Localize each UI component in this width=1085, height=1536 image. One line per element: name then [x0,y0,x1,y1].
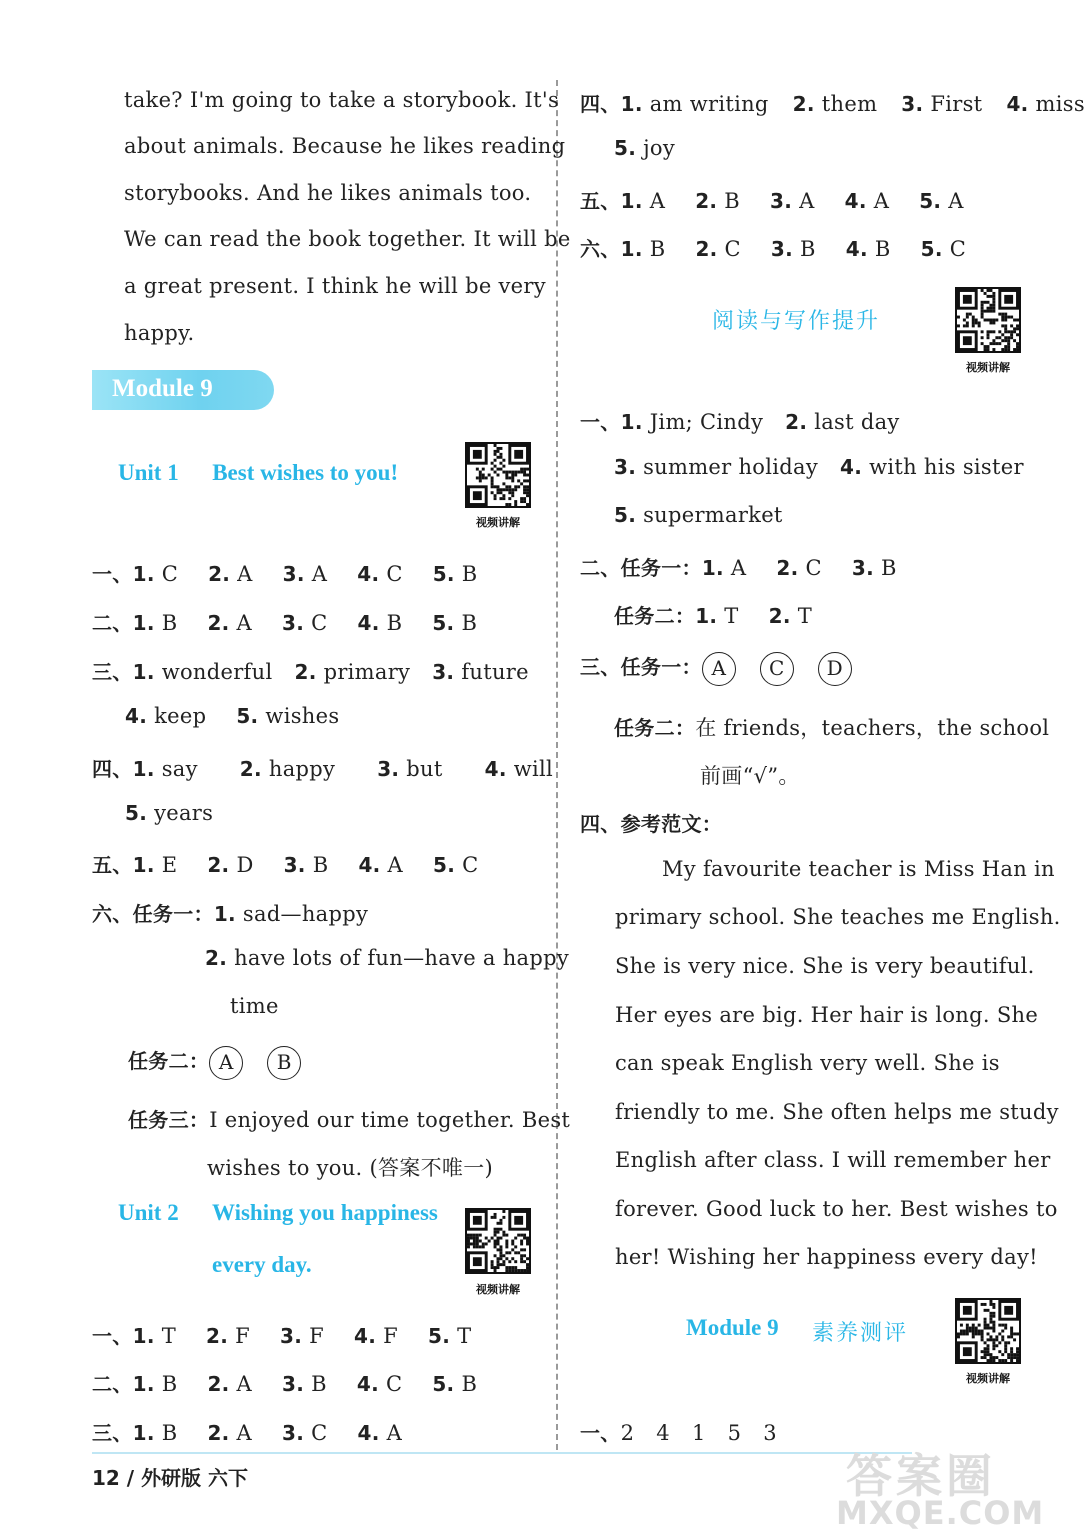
answer-item [282,611,327,635]
item-number: 5. [920,237,943,261]
answer-item [695,189,740,213]
item-number: 1. [620,189,643,213]
answer-item [901,92,982,116]
footer-rule [92,1452,912,1454]
watermark-text: 答案圈 [846,1449,996,1503]
qr-caption: 视频讲解 [476,516,520,529]
answer-row: 一、1. Jim; Cindy 2. last day [580,410,900,434]
essay-line: friendly to me. She often helps me study [615,1100,1059,1124]
answer-item [433,562,478,586]
answer-row [125,801,213,825]
item-number: 3. [901,92,924,116]
answer-row: 四、1. am writing 2. them 3. First 4. miss [580,92,1085,116]
answer-row: 一、2 4 1 5 3 [580,1421,777,1445]
item-answer: C [304,1421,328,1445]
item-answer: them [814,92,878,116]
item-number: 5. [614,503,637,527]
item-number: 1. [701,556,724,580]
module-eval-title: 素养测评 [812,1321,909,1346]
answer-row: wishes to you. (答案不唯一) [207,1156,493,1180]
module-eval-label: Module 9 [686,1315,779,1340]
order-value: 4 [656,1421,670,1445]
qr-code-icon[interactable] [955,1298,1021,1364]
answer-item [207,1372,252,1396]
circled-choice: D [818,652,852,686]
answer-row: 三、1. B 2. A 3. C 4. A [92,1421,403,1445]
item-number: 5. [432,562,455,586]
answer-row: 五、1. A 2. B 3. A 4. A 5. A [580,189,964,213]
answer-item [614,136,675,160]
answer-row [614,503,783,527]
item-number: 4. [1006,92,1029,116]
item-answer: miss [1028,92,1085,116]
answer-item [133,1372,178,1396]
item-number: 5. [427,1324,451,1348]
answer-row: 六、任务一：1. sad—happy [92,902,369,926]
item-answer: C [942,237,967,261]
answer-row: 五、1. E 2. D 3. B 4. A 5. C [92,853,479,877]
item-number: 2. [207,611,230,635]
item-answer: A [379,1421,403,1445]
answer-item [840,455,1024,479]
item-answer: C [304,611,328,635]
answer-row: 三、1. wonderful 2. primary 3. future [92,660,529,684]
order-value: 3 [763,1421,777,1445]
item-answer: but [399,757,443,781]
item-number: 2. [206,1324,229,1348]
item-number: 4. [354,1324,377,1348]
answer-item [208,562,253,586]
answer-item [921,237,966,261]
item-answer: A [229,1421,253,1445]
item-answer: C [379,1372,403,1396]
unit2-heading [118,1200,179,1226]
item-number: 2. [695,237,718,261]
item-answer: T [154,1324,177,1348]
answer-row: 2. have lots of fun—have a happy [205,946,569,970]
page-footer: 12 / 外研版 六下 [92,1466,249,1490]
answer-item [358,611,403,635]
answer-item [621,410,764,434]
essay-line: storybooks. And he likes animals too. [124,181,532,205]
item-number: 3. [851,556,874,580]
item-answer: supermarket [636,503,783,527]
answer-item [207,853,253,877]
item-number: 3. [770,237,794,261]
circled-choice: C [760,652,794,686]
item-number: 4. [357,611,380,635]
essay-line: She is very nice. She is very beautiful. [615,954,1035,978]
essay-line: primary school. She teaches me English. [615,905,1061,929]
item-number: 4. [845,237,868,261]
item-answer: B [154,611,178,635]
item-answer: joy [636,136,676,160]
answer-item [133,853,178,877]
answer-item [793,92,878,116]
essay-line: My favourite teacher is Miss Han in [662,857,1055,881]
watermark-url: MXQE.COM [836,1494,1045,1532]
item-number: 2. [208,562,231,586]
essay-line: her! Wishing her happiness every day! [615,1245,1038,1269]
answer-row: 二、1. B 2. A 3. C 4. B 5. B [92,611,478,635]
item-answer: B [305,853,329,877]
essay-line: Her eyes are big. Her hair is long. She [615,1003,1039,1027]
item-answer: A [866,189,890,213]
item-answer: B [873,556,897,580]
answer-row: 六、1. B 2. C 3. B 4. B 5. C [580,237,967,261]
answer-item [428,1324,471,1348]
item-number: 5. [433,853,456,877]
answer-item [207,611,252,635]
answer-item [919,189,964,213]
answer-item [358,1421,403,1445]
order-value: 1 [691,1421,706,1445]
essay-line: can speak English very well. She is [615,1051,1000,1075]
circled-choice: A [209,1046,243,1080]
essay-line: English after class. I will remember her [615,1148,1051,1172]
item-number: 1. [132,1324,155,1348]
answer-item [133,660,273,684]
answer-item [284,853,329,877]
answer-item [485,757,553,781]
circled-choice: B [267,1046,301,1080]
item-answer: B [454,1372,478,1396]
item-answer: A [230,562,253,586]
item-answer: summer holiday [636,455,818,479]
answer-row: 二、1. B 2. A 3. B 4. C 5. B [92,1372,478,1396]
item-number: 2. [768,604,791,628]
item-answer: B [304,1372,327,1396]
item-answer: A [941,189,964,213]
item-answer: wishes [258,704,340,728]
item-number: 2. [776,556,799,580]
answer-item [771,237,816,261]
unit1-heading [118,460,398,486]
answer-item [358,853,403,877]
item-number: 2. [792,92,815,116]
answer-item [354,1324,398,1348]
item-number: 4. [484,757,507,781]
qr-caption: 视频讲解 [966,1372,1010,1385]
answer-item [357,562,402,586]
answer-item [621,189,666,213]
item-number: 5. [432,1372,455,1396]
qr-code-icon[interactable] [955,287,1021,353]
item-number: 3. [282,611,305,635]
item-answer: F [302,1324,324,1348]
item-number: 2. [207,853,230,877]
item-answer: B [642,237,666,261]
item-answer: A [792,189,815,213]
item-answer: F [228,1324,251,1348]
answer-item [433,853,478,877]
answer-item [206,1324,250,1348]
item-number: 2. [239,757,262,781]
item-number: 3. [282,562,305,586]
item-number: 4. [356,1372,379,1396]
item-answer: E [154,853,178,877]
answer-row: 任务三：I enjoyed our time together. Best [128,1108,571,1132]
item-answer: A [642,189,666,213]
item-answer: C [154,562,179,586]
module-banner [92,370,274,410]
answer-item [357,1372,402,1396]
unit2-title: Wishing you happiness [212,1200,438,1225]
item-number: 4. [844,189,867,213]
item-number: 3. [283,853,306,877]
item-answer: am writing [642,92,769,116]
item-answer: A [723,556,747,580]
answer-row: 三、任务一： A C D [580,651,876,686]
item-answer: keep [147,704,207,728]
item-number: 1. [620,237,643,261]
unit2-label: Unit 2 [118,1200,179,1225]
item-answer: First [923,92,983,116]
item-answer: B [154,1421,178,1445]
answer-item [240,757,335,781]
answer-item [125,801,213,825]
item-answer: C [455,853,479,877]
answer-item [776,556,821,580]
answer-item [125,704,206,728]
answer-row [614,455,1024,479]
answer-item [621,237,666,261]
item-number: 5. [125,801,148,825]
answer-item [846,237,891,261]
answer-item [621,92,769,116]
item-answer: A [229,1372,253,1396]
answer-item [236,704,339,728]
item-answer: A [380,853,404,877]
unit1-title: Best wishes to you! [212,460,399,485]
answer-item [207,1421,252,1445]
answer-item [695,237,740,261]
essay-line: forever. Good luck to her. Best wishes to [615,1197,1058,1221]
item-answer: wonderful [154,660,273,684]
item-number: 1. [620,92,643,116]
item-number: 1. [132,757,155,781]
answer-item [133,611,178,635]
answer-item [614,455,818,479]
answer-row: 任务二：1. T 2. T [614,604,813,628]
answer-item [133,1324,176,1348]
item-answer: will [506,757,554,781]
answer-row: 四、参考范文： [580,812,723,836]
essay-line: about animals. Because he likes reading [124,134,566,158]
item-answer: B [154,1372,178,1396]
answer-item [133,562,178,586]
item-number: 4. [358,853,381,877]
item-answer: T [717,604,739,628]
answer-item [280,1324,324,1348]
item-number: 4. [357,562,380,586]
answer-item [432,660,529,684]
item-number: 3. [770,189,793,213]
qr-caption: 视频讲解 [476,1283,520,1296]
item-number: 3. [614,455,637,479]
item-number: 4. [125,704,148,728]
essay-line: take? I'm going to take a storybook. It's [124,88,560,112]
unit2-title: every day. [212,1252,312,1277]
item-number: 2. [207,1421,230,1445]
answer-row: 一、1. C 2. A 3. A 4. C 5. B [92,562,478,586]
answer-row: 四、1. say 2. happy 3. but 4. will [92,757,554,781]
item-number: 4. [357,1421,380,1445]
answer-row: 前画“√”。 [700,764,800,788]
item-answer: D [229,853,254,877]
item-number: 3. [282,1421,305,1445]
order-value: 2 [620,1421,635,1445]
answer-row [614,136,675,160]
ordering-answer [621,1421,777,1445]
item-answer: B [454,611,478,635]
item-answer: with his sister [862,455,1024,479]
qr-code-icon[interactable] [465,1208,531,1274]
circled-choice: A [702,652,736,686]
answer-item [377,757,442,781]
column-divider [556,80,558,1450]
item-answer: B [867,237,891,261]
item-answer: last day [807,410,900,434]
item-number: 4. [840,455,863,479]
answer-row: time [230,994,279,1018]
answer-item [785,410,899,434]
answer-item [770,189,815,213]
answer-item [282,1421,327,1445]
answer-item [1006,92,1084,116]
module-banner-label: Module 9 [112,375,213,402]
answer-row: 一、1. T 2. F 3. F 4. F 5. T [92,1324,472,1348]
item-number: 1. [132,611,155,635]
essay-line: happy. [124,321,195,345]
answer-row: 任务二： A B [128,1045,325,1080]
item-number: 1. [620,410,643,434]
answer-item [432,611,477,635]
item-number: 5. [432,611,455,635]
answer-item [133,757,198,781]
item-number: 1. [132,562,155,586]
item-answer: years [147,801,214,825]
answer-row: 任务二：在 friends，teachers，the school [614,716,1050,740]
answer-row [125,704,339,728]
item-answer: Jim; Cindy [642,410,764,434]
item-number: 5. [236,704,259,728]
item-answer: C [798,556,822,580]
answer-item [133,1421,178,1445]
answer-item [432,1372,477,1396]
item-number: 3. [280,1324,303,1348]
qr-code-icon[interactable] [465,442,531,508]
answer-item [294,660,410,684]
section-title: 阅读与写作提升 [712,309,881,334]
item-number: 2. [207,1372,230,1396]
item-number: 5. [919,189,942,213]
answer-row: 二、任务一：1. A 2. C 3. B [580,556,897,580]
item-number: 3. [432,660,455,684]
item-number: 2. [785,410,808,434]
answer-item [614,503,783,527]
answer-item [695,604,738,628]
answer-item [283,562,328,586]
item-number: 1. [695,604,718,628]
qr-caption: 视频讲解 [966,361,1010,374]
item-answer: B [379,611,403,635]
item-answer: T [790,604,813,628]
answer-item [282,1372,327,1396]
item-answer: B [717,189,741,213]
item-number: 1. [132,660,155,684]
item-number: 3. [282,1372,305,1396]
essay-line: We can read the book together. It will be [124,227,571,251]
item-answer: A [304,562,328,586]
item-number: 2. [695,189,718,213]
item-number: 5. [614,136,637,160]
item-number: 1. [132,853,155,877]
watermark [816,1440,1056,1536]
item-number: 1. [132,1372,155,1396]
item-answer: C [379,562,403,586]
item-answer: A [229,611,253,635]
item-answer: B [793,237,816,261]
answer-item [769,604,812,628]
answer-item [702,556,747,580]
item-answer: T [450,1324,472,1348]
item-answer: C [717,237,741,261]
unit1-label: Unit 1 [118,460,179,485]
item-answer: future [454,660,529,684]
answer-item [852,556,897,580]
item-number: 2. [294,660,317,684]
answer-item [845,189,890,213]
item-answer: B [454,562,478,586]
item-number: 1. [132,1421,155,1445]
item-answer: F [376,1324,398,1348]
item-answer: say [154,757,198,781]
item-answer: happy [261,757,336,781]
order-value: 5 [727,1421,742,1445]
essay-line: a great present. I think he will be very [124,274,546,298]
item-number: 3. [377,757,400,781]
item-answer: primary [316,660,411,684]
